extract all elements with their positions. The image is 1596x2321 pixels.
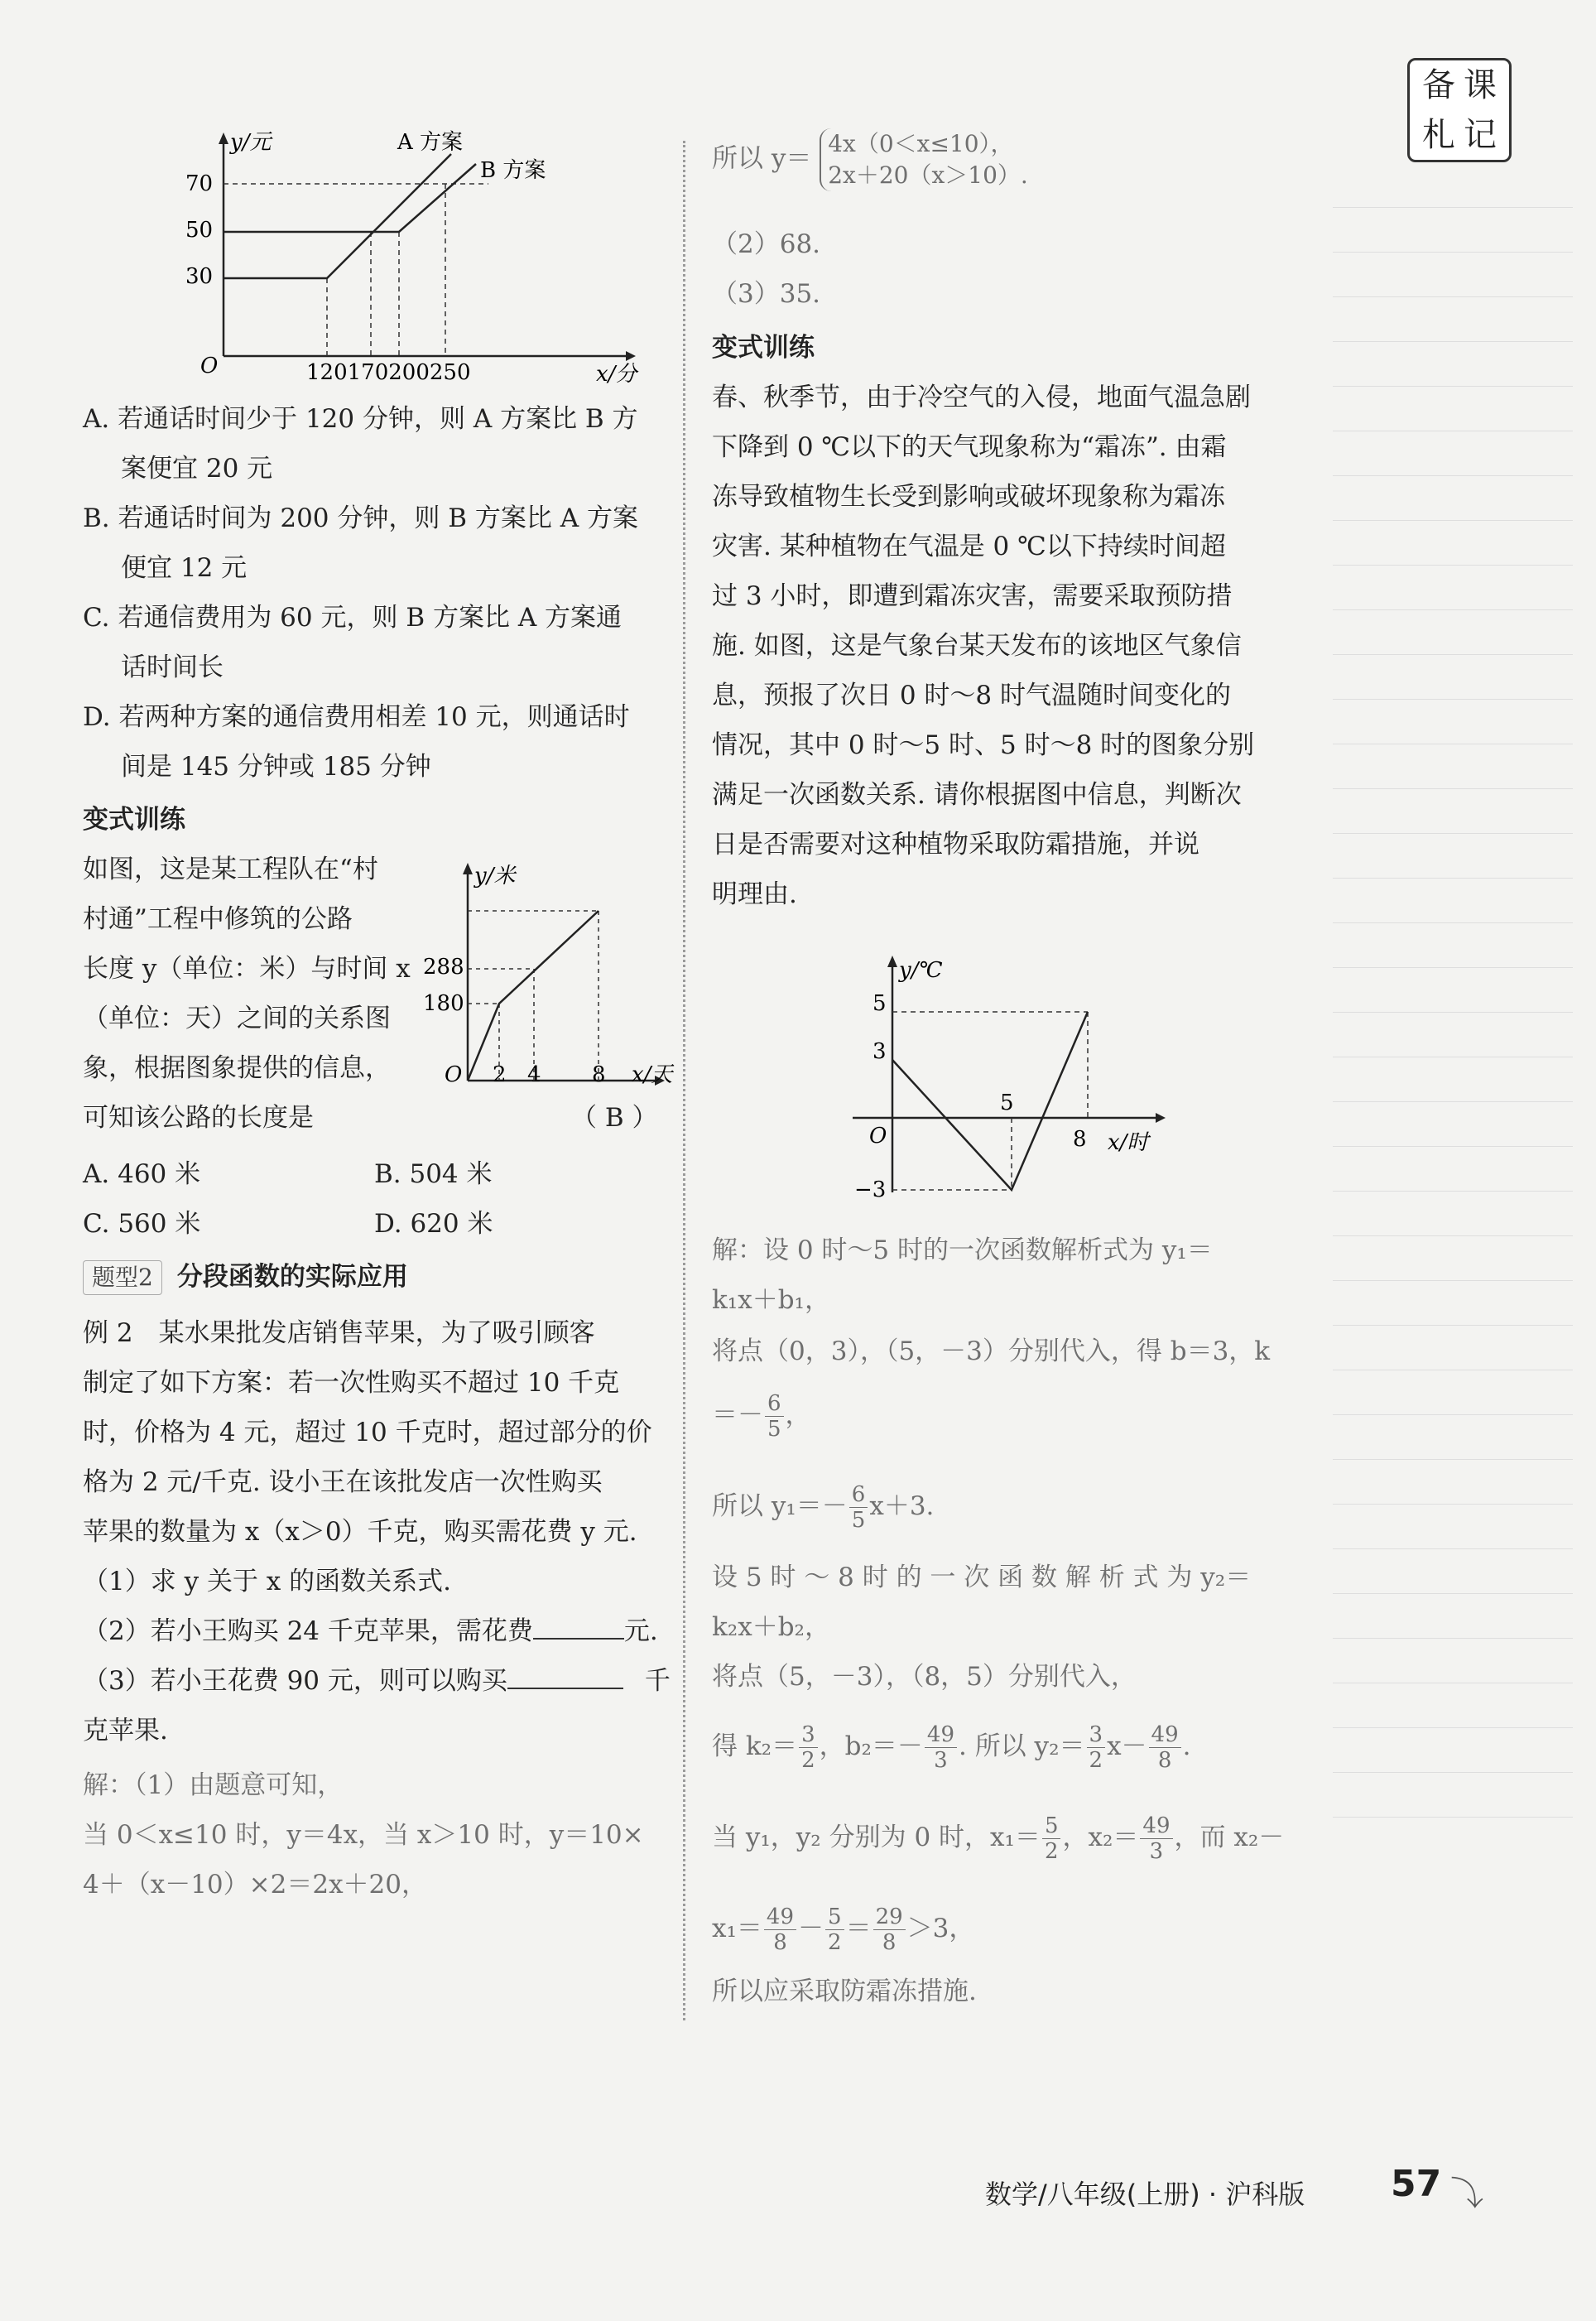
series-a-label: A 方案 (397, 130, 464, 155)
problem-text: 春、秋季节，由于冷空气的入侵，地面气温急剧 (712, 383, 1251, 412)
solution-fraction-line (712, 1904, 974, 1955)
solution-text: 解：设 0 时～5 时的一次函数解析式为 y₁＝ (712, 1235, 1213, 1265)
problem-text: 过 3 小时，即遭到霜冻灾害，需要采取预防措 (712, 581, 1233, 611)
column-divider (683, 141, 685, 2020)
stamp-char: 课 (1464, 66, 1497, 104)
x-tick: 8 (1073, 1127, 1087, 1152)
answer-3: （3）35. (712, 279, 821, 309)
problem-text: 情况，其中 0 时～5 时、5 时～8 时的图象分别 (712, 730, 1255, 760)
solution-text: ，b₂＝－ (819, 1731, 923, 1761)
notes-ruled-lines (1333, 207, 1573, 1861)
problem-text: 日是否需要对这种植物采取防霜措施，并说 (712, 830, 1199, 860)
page-number: 57 (1391, 2163, 1442, 2205)
variant-text: 可知该公路的长度是 (83, 1103, 314, 1133)
answer-bracket: （ B ） (571, 1103, 658, 1133)
chart-phone-plans (182, 124, 679, 389)
denominator: 5 (767, 1417, 781, 1442)
option-a: A. 若通话时间少于 120 分钟，则 A 方案比 B 方 (83, 404, 638, 434)
fraction (1140, 1813, 1172, 1864)
denominator: 3 (934, 1748, 948, 1773)
option-d: D. 若两种方案的通信费用相差 10 元，则通话时 (83, 702, 630, 732)
y-tick: 288 (423, 955, 464, 980)
chart-temperature (836, 944, 1200, 1217)
question-3-unit: 千 (644, 1666, 671, 1696)
numerator: 49 (1140, 1813, 1172, 1839)
example-text: 格为 2 元/千克. 设小王在该批发店一次性购买 (83, 1467, 603, 1497)
denominator: 2 (1044, 1839, 1059, 1864)
origin-label: O (200, 354, 219, 378)
y-tick: 70 (185, 171, 214, 196)
denominator: 8 (1157, 1748, 1172, 1773)
variant-text: 象，根据图象提供的信息， (83, 1053, 391, 1083)
option-c-cont: 话时间长 (121, 652, 224, 682)
problem-text: 息，预报了次日 0 时～8 时气温随时间变化的 (712, 681, 1232, 710)
example-text: 制定了如下方案：若一次性购买不超过 10 千克 (83, 1368, 620, 1398)
solution-text: 所以 y₁＝－ (712, 1491, 848, 1521)
origin-label: O (869, 1124, 887, 1148)
example-text: 例 2 某水果批发店销售苹果，为了吸引顾客 (83, 1318, 595, 1348)
chart-road-length (418, 853, 679, 1101)
x-tick: 2 (493, 1062, 507, 1087)
problem-text: 明理由. (712, 879, 797, 909)
denominator: 2 (828, 1930, 842, 1955)
problem-text: 满足一次函数关系. 请你根据图中信息，判断次 (712, 780, 1242, 810)
numerator: 6 (765, 1391, 784, 1417)
solution-text: － (798, 1914, 824, 1943)
question-2 (83, 1615, 658, 1648)
question-1: （1）求 y 关于 x 的函数关系式. (83, 1567, 451, 1596)
x-axis-label: x/天 (632, 1062, 673, 1087)
solution-text: . (1182, 1731, 1191, 1761)
problem-text: 灾害. 某种植物在气温是 0 ℃以下持续时间超 (712, 532, 1226, 561)
numerator: 49 (925, 1722, 957, 1748)
numerator: 6 (849, 1482, 868, 1508)
fraction (765, 1391, 784, 1442)
piecewise-case: 2x＋20（x＞10）. (828, 161, 1028, 189)
fraction (1087, 1722, 1106, 1773)
y-axis-label: y/元 (230, 130, 272, 155)
denominator: 2 (801, 1748, 815, 1773)
fraction (1149, 1722, 1181, 1773)
x-tick: 4 (527, 1062, 541, 1087)
choice-b: B. 504 米 (374, 1159, 493, 1189)
fraction (825, 1904, 844, 1955)
x-axis-label: x/时 (1108, 1130, 1149, 1155)
solution-text: k₂x＋b₂， (712, 1612, 830, 1642)
denominator: 5 (851, 1508, 866, 1533)
y-tick: 50 (185, 218, 214, 243)
fraction (764, 1904, 796, 1955)
question-3-text: （3）若小王花费 90 元，则可以购买 (83, 1666, 507, 1696)
answer-blank[interactable] (507, 1664, 623, 1689)
solution-text: x－ (1107, 1731, 1147, 1761)
problem-text: 施. 如图，这是气象台某天发布的该地区气象信 (712, 631, 1242, 661)
series-b-label: B 方案 (480, 158, 546, 183)
origin-label: O (445, 1062, 463, 1087)
y-tick: −3 (854, 1177, 887, 1202)
option-b-cont: 便宜 12 元 (121, 553, 248, 583)
piecewise-case: 4x（0＜x≤10）， (828, 130, 1014, 157)
question-2-unit: 元. (623, 1616, 658, 1646)
solution-text: ，x₂＝ (1062, 1823, 1139, 1852)
y-tick: 3 (873, 1039, 887, 1064)
y-tick: 180 (423, 991, 464, 1016)
numerator: 5 (1042, 1813, 1061, 1839)
denominator: 8 (882, 1930, 897, 1955)
numerator: 49 (1149, 1722, 1181, 1748)
y-axis-label: y/米 (474, 864, 516, 888)
solution-text: k₁x＋b₁， (712, 1285, 830, 1315)
question-2-text: （2）若小王购买 24 千克苹果，需花费 (83, 1616, 533, 1646)
variant-training-heading: 变式训练 (712, 333, 815, 363)
problem-text: 下降到 0 ℃以下的天气现象称为“霜冻”. 由霜 (712, 432, 1227, 462)
solution-text: ＝ (845, 1914, 872, 1943)
variant-training-heading: 变式训练 (83, 805, 185, 835)
example-text: 时，价格为 4 元，超过 10 千克时，超过部分的价 (83, 1418, 652, 1447)
variant-text: （单位：天）之间的关系图 (83, 1004, 391, 1033)
y-tick: 5 (873, 991, 887, 1016)
stamp-char: 记 (1464, 116, 1497, 154)
corner-arrow-icon: ⤵ (1450, 2175, 1483, 2213)
solution-text: ， (785, 1400, 811, 1430)
solution-text: . 所以 y₂＝ (959, 1731, 1085, 1761)
stamp-char: 备 (1422, 66, 1455, 104)
question-3-cont: 克苹果. (83, 1716, 168, 1746)
temperature-line (892, 1012, 1088, 1190)
fraction (849, 1482, 868, 1533)
footer-subject: 数学/八年级(上册) · 沪科版 (985, 2179, 1305, 2210)
fraction (1042, 1813, 1061, 1864)
solution-text: 将点（0，3），（5，－3）分别代入，得 b＝3，k (712, 1336, 1271, 1366)
solution-text: 4＋（x－10）×2＝2x＋20， (83, 1870, 428, 1900)
example-text: 苹果的数量为 x（x＞0）千克，购买需花费 y 元. (83, 1517, 637, 1547)
denominator: 3 (1149, 1839, 1164, 1864)
solution-prefix: 所以 y＝ (712, 143, 812, 174)
question-3 (83, 1664, 671, 1697)
problem-text: 冻导致植物生长受到影响或破坏现象称为霜冻 (712, 482, 1225, 512)
solution-text: 解：（1）由题意可知， (83, 1770, 344, 1800)
solution-text: x₁＝ (712, 1914, 762, 1943)
numerator: 29 (873, 1904, 906, 1930)
plan-b-line (224, 164, 476, 232)
y-tick: 30 (185, 264, 214, 289)
fraction (799, 1722, 818, 1773)
variant-text: 如图，这是某工程队在“村 (83, 855, 378, 884)
fraction (873, 1904, 906, 1955)
option-c: C. 若通信费用为 60 元，则 B 方案比 A 方案通 (83, 603, 623, 633)
solution-text: x＋3. (869, 1491, 935, 1521)
solution-text: 当 y₁，y₂ 分别为 0 时，x₁＝ (712, 1823, 1041, 1852)
solution-text: 设 5 时 ～ 8 时 的 一 次 函 数 解 析 式 为 y₂＝ (712, 1563, 1252, 1592)
solution-fraction-line (712, 1482, 934, 1533)
stamp-char: 札 (1422, 116, 1455, 154)
solution-fraction-line (712, 1813, 1284, 1864)
y-axis-label: y/℃ (899, 958, 943, 983)
x-tick: 5 (1000, 1091, 1014, 1115)
answer-blank[interactable] (533, 1615, 624, 1640)
choice-d: D. 620 米 (374, 1209, 493, 1239)
solution-piecewise (712, 128, 1028, 191)
x-axis-label: x/分 (596, 362, 637, 387)
solution-text: ，而 x₂－ (1174, 1823, 1285, 1852)
solution-conclusion: 所以应采取防霜冻措施. (712, 1977, 977, 2006)
choice-c: C. 560 米 (83, 1209, 201, 1239)
topic-heading (83, 1260, 408, 1295)
topic-badge: 题型2 (83, 1260, 162, 1295)
solution-text: 将点（5，－3），（8，5）分别代入， (712, 1662, 1137, 1692)
notes-stamp (1407, 58, 1512, 162)
denominator: 2 (1089, 1748, 1103, 1773)
solution-text: 当 0＜x≤10 时，y＝4x，当 x＞10 时，y＝10× (83, 1820, 644, 1850)
solution-fraction-line (712, 1722, 1191, 1773)
option-a-cont: 案便宜 20 元 (121, 454, 273, 484)
numerator: 49 (764, 1904, 796, 1930)
x-ticks: 120170200250 (306, 360, 471, 385)
numerator: 3 (799, 1722, 818, 1748)
solution-text: ＝－ (712, 1400, 763, 1430)
solution-fraction-line (712, 1391, 811, 1442)
numerator: 3 (1087, 1722, 1106, 1748)
variant-text: 村通”工程中修筑的公路 (83, 904, 353, 934)
solution-text: 得 k₂＝ (712, 1731, 798, 1761)
piecewise-brace (820, 128, 1028, 191)
fraction (925, 1722, 957, 1773)
denominator: 8 (773, 1930, 787, 1955)
topic-title: 分段函数的实际应用 (176, 1262, 408, 1292)
variant-text: 长度 y（单位：米）与时间 x (83, 954, 411, 984)
x-tick: 8 (592, 1062, 606, 1087)
solution-text: ＞3， (906, 1914, 975, 1943)
option-b: B. 若通话时间为 200 分钟，则 B 方案比 A 方案 (83, 503, 638, 533)
road-length-line (468, 911, 598, 1081)
option-d-cont: 间是 145 分钟或 185 分钟 (121, 752, 431, 782)
numerator: 5 (825, 1904, 844, 1930)
choice-a: A. 460 米 (83, 1159, 201, 1189)
answer-2: （2）68. (712, 229, 821, 259)
